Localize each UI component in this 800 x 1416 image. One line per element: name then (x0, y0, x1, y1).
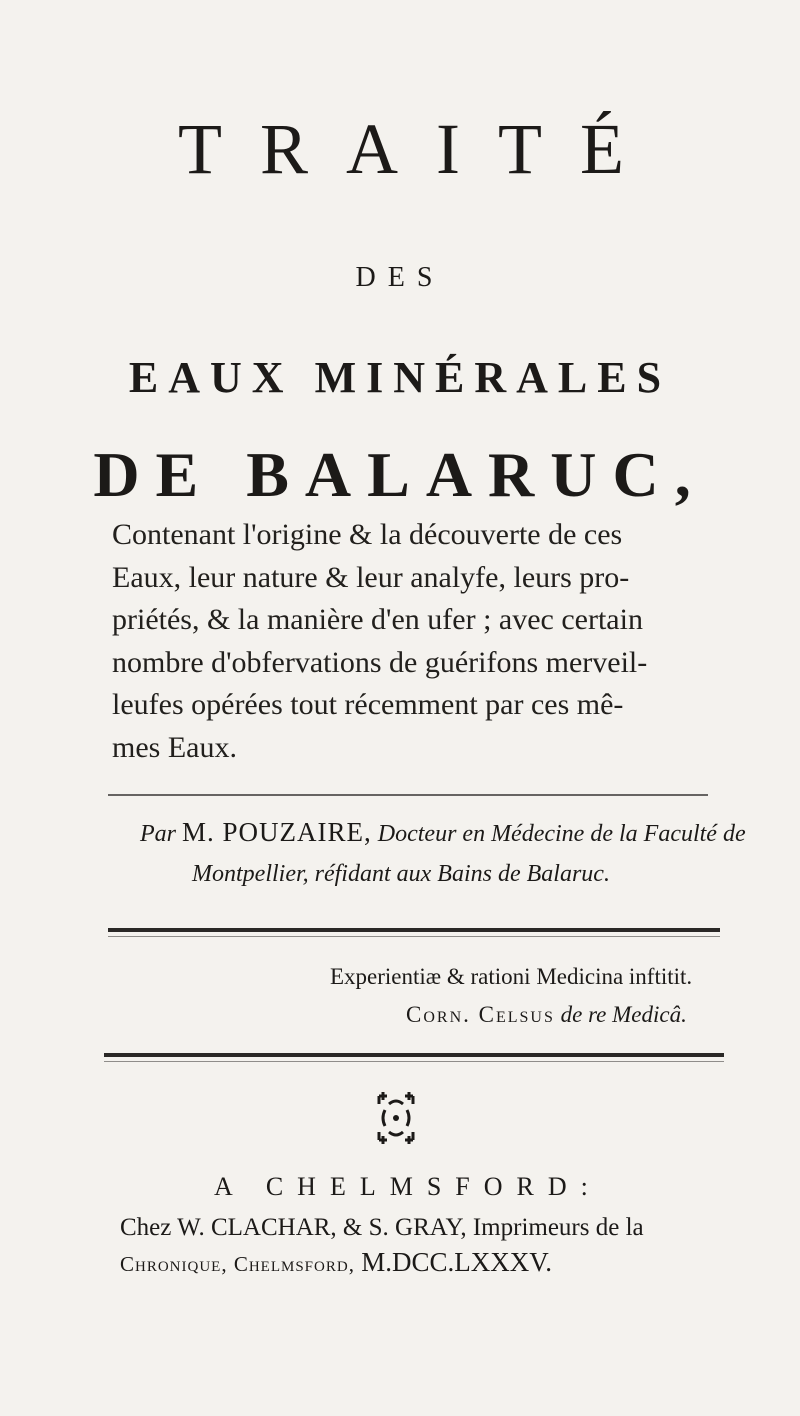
imprint-block (120, 1210, 780, 1282)
divider-rule (108, 794, 708, 796)
printers-ornament-icon (371, 1090, 421, 1146)
double-rule-top (108, 928, 720, 932)
imprint-printers: Chez W. CLACHAR, & S. GRAY, Imprimeurs de la (120, 1214, 644, 1241)
author-title: Docteur en Médecine de la Faculté de (377, 821, 746, 847)
description-line: Eaux, leur nature & leur analyfe, leurs pro- (112, 560, 630, 594)
author-block (140, 812, 760, 894)
title-de-balaruc: DE BALARUC, (93, 439, 707, 510)
author-residence: Montpellier, réfidant aux Bains de Balaruc. (192, 861, 610, 887)
title-des: DES (355, 262, 445, 293)
imprint-publication: Chronique, Chelmsford, (120, 1252, 355, 1276)
imprint-date: M.DCC.LXXXV. (361, 1247, 552, 1277)
description-line: leufes opérées tout récemment par ces mê- (112, 688, 624, 721)
double-rule-bottom-inner (104, 1061, 724, 1062)
imprint-place: A CHELMSFORD: (214, 1172, 602, 1201)
epigraph-attribution (330, 996, 770, 1034)
epigraph (330, 958, 770, 1034)
double-rule-top-inner (108, 936, 720, 937)
double-rule-bottom (104, 1053, 724, 1057)
description-line: nombre d'obfervations de guérifons merveil- (112, 645, 648, 679)
description-line: mes Eaux. (112, 730, 237, 764)
epigraph-work: de re Medicâ. (560, 1002, 687, 1027)
description-block (112, 514, 712, 769)
description-line: priétés, & la manière d'en ufer ; avec certain (112, 603, 643, 636)
author-name: M. POUZAIRE, (182, 817, 372, 847)
main-title: TRAITÉ (178, 109, 662, 189)
description-line: Contenant l'origine & la découverte de ces (112, 518, 623, 551)
author-prefix: Par (140, 821, 176, 847)
imprint-line2 (120, 1245, 780, 1282)
epigraph-quote: Experientiæ & rationi Medicina inftitit. (330, 964, 693, 989)
title-eaux-minerales: EAUX MINÉRALES (128, 353, 672, 402)
epigraph-author: Corn. Celsus (406, 1002, 555, 1027)
